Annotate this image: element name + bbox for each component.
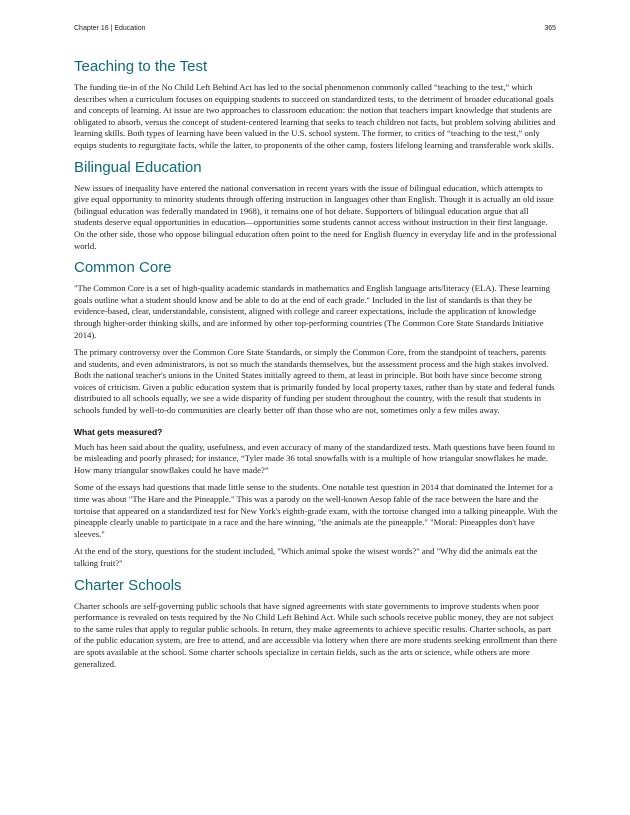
section-charter-schools	[74, 576, 558, 671]
paragraph: Charter schools are self-governing public schools that have signed agreements with state governments to improve students when poor performance is revealed on tests required by the No Child Left Behind Act. While such schools receive public money, they are not subject to the same rules that apply to regular public schools. In return, they make agreements to achieve specific results. Charter schools, as part of the public education system, are free to attend, and are accessible via lottery when there are more students seeking enrollment than there are spots available at the school. Some charter schools specialize in certain fields, such as the arts or science, while others are more generalized.	[74, 600, 557, 669]
section-teaching-to-the-test	[74, 57, 558, 152]
paragraph: The primary controversy over the Common Core State Standards, or simply the Common Core, from the standpoint of teachers, parents and students, and even administrators, is not so much the standards themselves, but the assessment process and the high stakes involved. Both the national teacher's unions in the United States initially agreed to them, at least in principle. But both have since become strong voices of criticism. Given a public education system that is primarily funded by local property taxes, rather than by state and federal funds distributed to all schools equally, we see a wide disparity of funding per student throughout the country, with the result that students in schools funded by well-to-do communities are clearly better off than those who are not, sometimes only a few miles away.	[74, 347, 555, 416]
chapter-label: Chapter 16 | Education	[74, 25, 146, 32]
section-heading: Bilingual Education	[74, 158, 202, 176]
page-header	[74, 25, 556, 37]
paragraph: Much has been said about the quality, usefulness, and even accuracy of many of the standardized tests. Math questions have been found to be misleading and poorly phrased; for instance, “Tyler made 36 total snowfalls with is a multiple of how triangular snowflakes he made. How many triangular snowflakes could he have made?”	[74, 441, 555, 475]
section-common-core	[74, 258, 558, 569]
paragraph: "The Common Core is a set of high-quality academic standards in mathematics and English language arts/literacy (ELA). These learning goals outline what a student should know and be able to do at the end of each grade." Included in the list of standards is that they be evidence-based, clear, understandable, consistent, aligned with college and career expectations, include the application of knowledge through higher-order thinking skills, and are informed by other top-performing countries (The Common Core State Standards Initiative 2014).	[74, 283, 550, 340]
section-heading: Common Core	[74, 259, 172, 277]
paragraph: The funding tie-in of the No Child Left Behind Act has led to the social phenomenon commonly called “teaching to the test,” which describes when a curriculum focuses on equipping students to succeed on standardized tests, to the detriment of broader educational goals and concepts of learning. At issue are two approaches to classroom education: the notion that teachers impart knowledge that students are obligated to absorb, versus the concept of student-centered learning that seeks to teach children not facts, but problem solving abilities and learning skills. Both types of learning have been valued in the U.S. school system. The former, to critics of “teaching to the test,” only equips students to regurgitate facts, while the latter, to proponents of the other camp, fosters lifelong learning and transferable work skills.	[74, 82, 556, 150]
section-heading: Charter Schools	[74, 576, 182, 594]
page-content	[74, 57, 558, 676]
paragraph: New issues of inequality have entered the national conversation in recent years with the issue of bilingual education, which attempts to give equal opportunity to minority students through offering instruction in languages other than English. Though it is actually an old issue (bilingual education was federally mandated in 1968), it remains one of hot debate. Supporters of bilingual education argue that all students deserve equal opportunities in education—opportunities some students cannot access without instruction in their first language. On the other side, those who oppose bilingual education often point to the need for English fluency in everyday life and in the professional world.	[74, 182, 557, 251]
paragraph: Some of the essays had questions that made little sense to the students. One notable test question in 2014 that dominated the Internet for a time was about "The Hare and the Pineapple." This was a parody on the well-known Aesop fable of the race between the hare and the tortoise that appeared on a standardized test for New York's eighth-grade exam, with the tortoise changed into a talking pineapple. With the pineapple clearly unable to participate in a race and the hare winning, "the animals ate the pineapple." "Moral: Pineapples don't have sleeves."	[74, 482, 558, 539]
paragraph: At the end of the story, questions for the student included, "Which animal spoke the wisest words?" and "Why did the animals eat the talking fruit?"	[74, 546, 538, 568]
section-heading: Teaching to the Test	[74, 58, 208, 75]
section-bilingual-education	[74, 158, 558, 253]
page-number: 365	[544, 25, 556, 32]
subsection-heading: What gets measured?	[74, 426, 163, 437]
